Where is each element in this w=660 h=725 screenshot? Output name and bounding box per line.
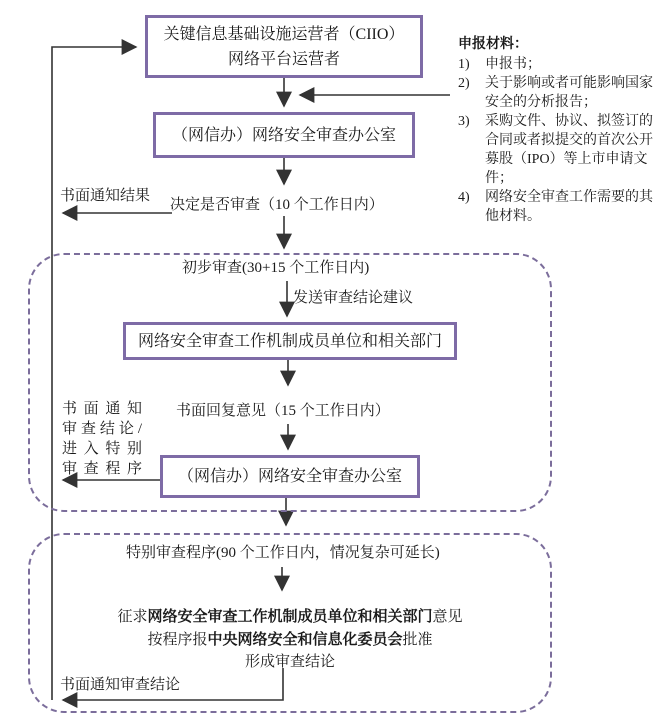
report-suffix: 批准 bbox=[402, 632, 433, 648]
member-units-box-label: 网络安全审查工作机制成员单位和相关部门 bbox=[137, 332, 442, 350]
notify-conclusion-side-line2: 审查结论/ bbox=[62, 421, 142, 437]
notify-result-label: 书面通知结果 bbox=[60, 188, 151, 204]
materials-title: 申报材料： bbox=[458, 37, 528, 52]
report-step-label bbox=[28, 628, 552, 649]
materials-item-2-num: 2) bbox=[458, 76, 470, 91]
materials-item-3 bbox=[458, 112, 658, 188]
materials-item-1-text: 申报书； bbox=[485, 57, 541, 72]
materials-item-2 bbox=[458, 74, 658, 112]
notify-conclusion-side-line1: 书面通知 bbox=[62, 401, 142, 417]
materials-item-3-num: 3) bbox=[458, 114, 470, 129]
materials-item-3-text: 采购文件、协议、拟签订的合同或者拟提交的首次公开募股（IPO）等上市申请文件； bbox=[485, 114, 653, 186]
materials-item-4-text: 网络安全审查工作需要的其他材料。 bbox=[485, 190, 653, 224]
materials-note bbox=[458, 35, 658, 226]
notify-conclusion-side-label bbox=[62, 399, 142, 479]
materials-item-4 bbox=[458, 188, 658, 226]
notify-conclusion-side-line4: 审查程序 bbox=[62, 461, 142, 477]
special-procedure-label: 特别审查程序(90 个工作日内，情况复杂可延长) bbox=[126, 545, 440, 561]
consult-bold-text: 网络安全审查工作机制成员单位和相关部门 bbox=[147, 609, 433, 625]
consult-prefix: 征求 bbox=[117, 609, 148, 625]
review-office-box-top-label: （网信办）网络安全审查办公室 bbox=[171, 126, 396, 144]
operator-box bbox=[145, 15, 423, 78]
preliminary-step-label: 初步审查(30+15 个工作日内) bbox=[182, 260, 370, 276]
operator-box-line2: 网络平台运营者 bbox=[227, 50, 340, 68]
materials-item-1 bbox=[458, 55, 658, 74]
send-suggestion-label: 发送审查结论建议 bbox=[293, 290, 414, 306]
decide-step-label: 决定是否审查（10 个工作日内） bbox=[170, 197, 384, 213]
report-bold-text: 中央网络安全和信息化委员会 bbox=[207, 632, 403, 648]
notify-conclusion-bottom-label: 书面通知审查结论 bbox=[60, 677, 181, 693]
member-units-box bbox=[123, 322, 457, 360]
consult-suffix: 意见 bbox=[432, 609, 463, 625]
review-office-box-mid bbox=[160, 455, 420, 498]
consult-step-label bbox=[28, 605, 552, 626]
materials-item-2-text: 关于影响或者可能影响国家安全的分析报告； bbox=[485, 76, 653, 110]
report-prefix: 按程序报 bbox=[147, 632, 208, 648]
form-conclusion-label: 形成审查结论 bbox=[244, 654, 335, 670]
operator-box-line1: 关键信息基础设施运营者（CIIO） bbox=[163, 25, 405, 43]
written-reply-label: 书面回复意见（15 个工作日内） bbox=[176, 403, 390, 419]
materials-item-1-num: 1) bbox=[458, 57, 470, 72]
review-office-box-top bbox=[153, 112, 415, 158]
review-office-box-mid-label: （网信办）网络安全审查办公室 bbox=[177, 468, 402, 485]
notify-conclusion-side-line3: 进入特别 bbox=[62, 441, 142, 457]
materials-item-4-num: 4) bbox=[458, 190, 470, 205]
